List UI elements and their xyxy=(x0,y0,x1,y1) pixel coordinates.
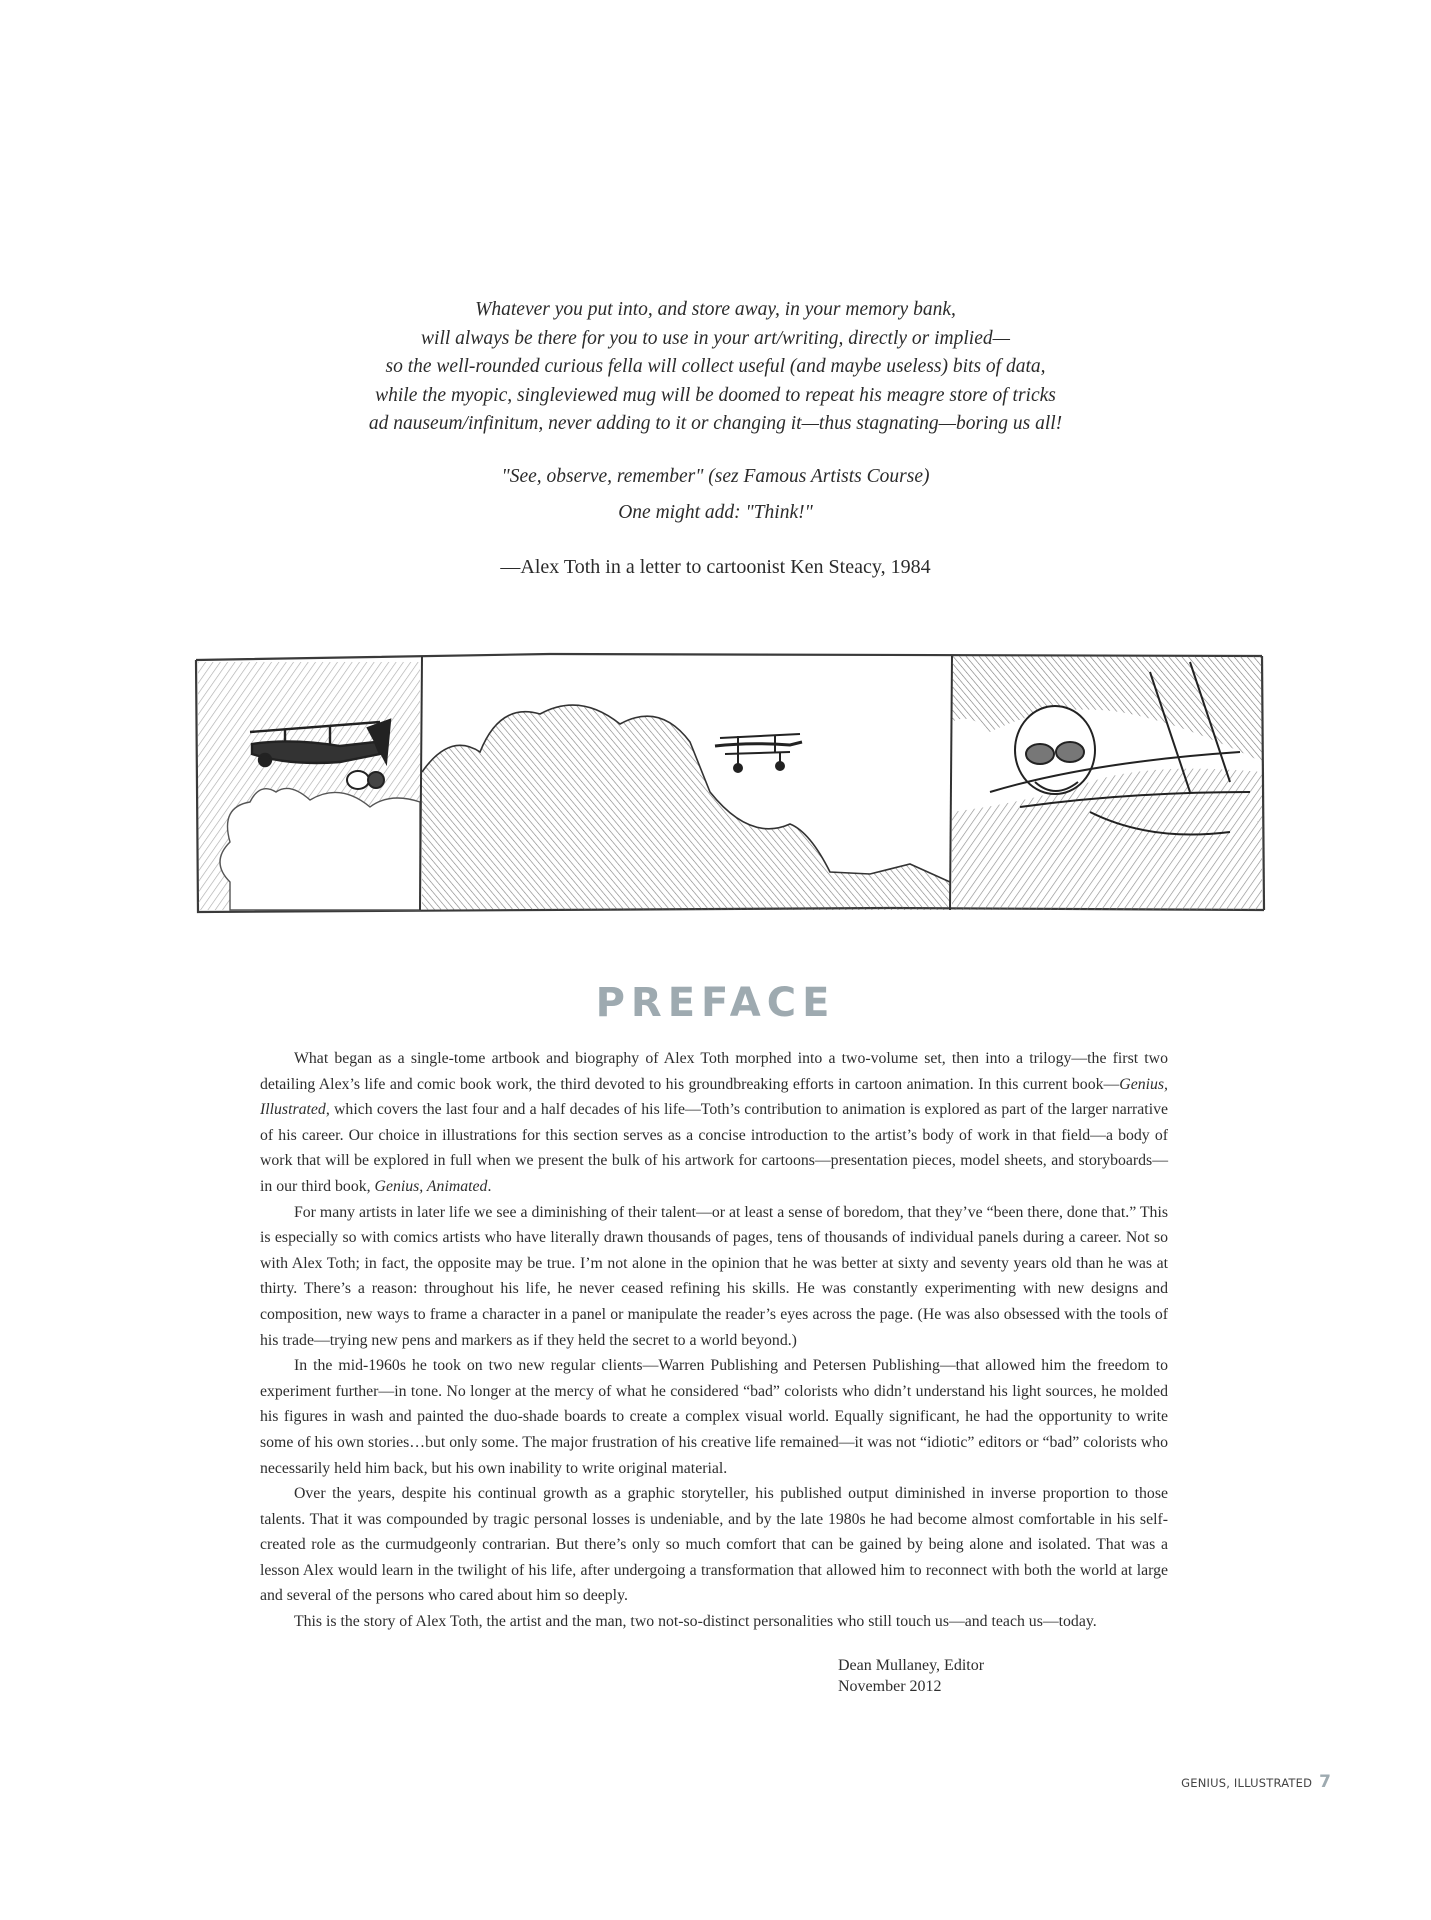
preface-body xyxy=(260,1046,1168,1635)
epigraph-line: will always be there for you to use in your art/writing, directly or implied— xyxy=(421,327,1010,349)
epigraph-addendum: "See, observe, remember" (sez Famous Artists Course) xyxy=(501,465,930,487)
paragraph xyxy=(260,1046,1168,1200)
pencil-sketch-strip xyxy=(190,642,1270,924)
epigraph-line: Whatever you put into, and store away, in your memory bank, xyxy=(475,299,956,320)
panel-pilot-cockpit xyxy=(952,656,1262,910)
panel-sky-biplane xyxy=(198,656,422,910)
small-biplane-drawing xyxy=(715,734,802,772)
book-title: Genius, Illustrated xyxy=(260,1075,1168,1119)
epigraph-attribution: —Alex Toth in a letter to cartoonist Ken Steacy, 1984 xyxy=(500,555,931,578)
epigraph xyxy=(0,296,1431,601)
running-title: GENIUS, ILLUSTRATED xyxy=(1181,1776,1313,1790)
paragraph: This is the story of Alex Toth, the artist and the man, two not-so-distinct personalities who still touch us—and teach us—today. xyxy=(294,1613,1097,1631)
panel-mountains-biplane xyxy=(422,656,952,910)
editor-name: Dean Mullaney, Editor xyxy=(838,1657,985,1674)
signoff xyxy=(838,1655,984,1697)
epigraph-line: while the myopic, singleviewed mug will be doomed to repeat his meagre store of tricks xyxy=(375,384,1056,406)
paragraph-text: , which covers the last four and a half decades of his life—Toth’s contribution to animation is explored as part of the larger narrative of his career. Our choice in illustrations for this section serves as a concise introduction to the artist’s body of work in that field—a body of work that will be explored in full when we present the bulk of his artwork for cartoons—presentation pieces, model sheets, and storyboards—in our third book, xyxy=(260,1101,1168,1195)
paragraph: For many artists in later life we see a diminishing of their talent—or at least a sense of boredom, that they’ve “been there, done that.” This is especially so with comics artists who have literally drawn thousands of pages, tens of thousands of individual panels during a career. Not so with Alex Toth; in fact, the opposite may be true. I’m not alone in the opinion that he was better at sixty and seventy years old than he was at thirty. There’s a reason: throughout his life, he never ceased refining his skills. He was constantly experimenting with new designs and composition, new ways to frame a character in a panel or manipulate the reader’s eyes across the page. (He was also obsessed with the tools of his trade—trying new pens and markers as if they held the secret to a world beyond.) xyxy=(260,1203,1168,1349)
bomb-drawing xyxy=(347,771,384,789)
page-number: 7 xyxy=(1319,1772,1331,1792)
paragraph-text: What began as a single-tome artbook and biography of Alex Toth morphed into a two-volume set, then into a trilogy—the first two detailing Alex’s life and comic book work, the third devoted to his groundbreaking efforts in cartoon animation. In this current book— xyxy=(260,1050,1168,1093)
signoff-date: November 2012 xyxy=(838,1678,942,1695)
book-title: Genius, Animated xyxy=(374,1177,488,1195)
epigraph-addendum: One might add: "Think!" xyxy=(618,502,813,523)
paragraph-text: . xyxy=(487,1177,492,1195)
epigraph-line: ad nauseum/infinitum, never adding to it or changing it—thus stagnating—boring us all! xyxy=(368,413,1063,434)
preface-heading: PREFACE xyxy=(595,980,836,1026)
page-footer xyxy=(1181,1772,1331,1792)
paragraph: In the mid-1960s he took on two new regular clients—Warren Publishing and Petersen Publishing—that allowed him the freedom to experiment further—in tone. No longer at the mercy of what he considered “bad” colorists who didn’t understand his light sources, he molded his figures in wash and painted the duo-shade boards to create a complex visual world. Equally significant, he had the opportunity to write some of his own stories…but only some. The major frustration of his creative life remained—it was not “idiotic” editors or “bad” colorists who necessarily held him back, but his own inability to write original material. xyxy=(260,1357,1168,1477)
pilot-drawing xyxy=(1015,706,1095,794)
epigraph-line: so the well-rounded curious fella will collect useful (and maybe useless) bits of data, xyxy=(385,356,1046,377)
paragraph: Over the years, despite his continual growth as a graphic storyteller, his published output diminished in inverse proportion to those talents. That it was compounded by tragic personal losses is undeniable, and by the late 1980s he had become almost comfortable in his self-created role as the curmudgeonly contrarian. But there’s only so much comfort that can be gained by being alone and isolated. That was a lesson Alex would learn in the twilight of his life, after undergoing a transformation that allowed him to reconnect with both the world at large and several of the persons who cared about him so deeply. xyxy=(260,1485,1168,1605)
